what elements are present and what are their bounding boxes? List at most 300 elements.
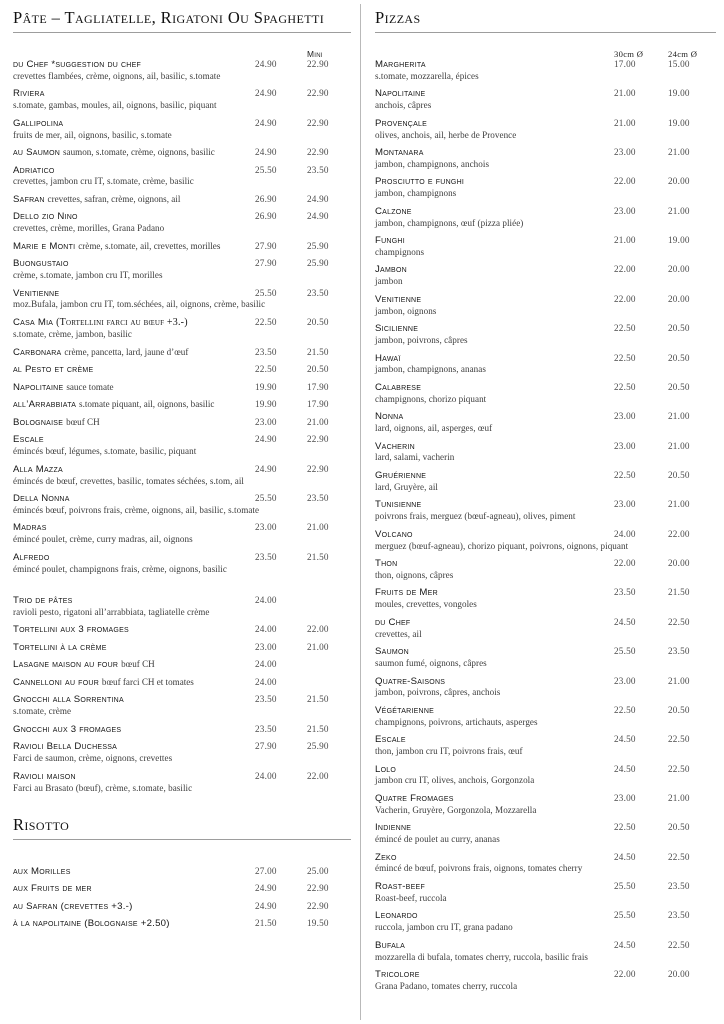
menu-item[interactable] [13, 165, 351, 188]
menu-item-price-secondary: 23.50 [307, 287, 329, 298]
menu-item-main-row [13, 347, 351, 358]
menu-item-name [13, 165, 255, 176]
price-column-headers-empty [13, 844, 351, 866]
menu-item-main-row [375, 264, 716, 275]
menu-item-price-primary: 21.00 [614, 235, 636, 246]
menu-item-main-row [375, 470, 716, 481]
menu-item-name [375, 323, 614, 334]
menu-item-price-secondary: 22.90 [307, 117, 329, 128]
menu-item-title: Montanara [375, 147, 424, 159]
menu-item-title: all’Arrabbiata [13, 399, 77, 411]
menu-item-name [13, 493, 255, 504]
menu-item[interactable] [13, 211, 351, 234]
menu-item-price-secondary: 21.00 [668, 147, 690, 158]
menu-item-price-secondary: 19.00 [668, 117, 690, 128]
menu-item-inline-description: crème, pancetta, lard, jaune d’œuf [64, 346, 189, 357]
menu-item-price-primary: 19.90 [255, 381, 277, 392]
menu-item-price-secondary: 23.50 [668, 881, 690, 892]
menu-item-name [375, 88, 614, 99]
menu-item[interactable] [13, 258, 351, 281]
menu-item-price-secondary: 22.90 [307, 88, 329, 99]
menu-item[interactable] [375, 705, 716, 728]
menu-item-price-primary: 24.00 [614, 528, 636, 539]
menu-item-name [13, 347, 255, 358]
menu-item-price-primary: 22.00 [614, 969, 636, 980]
menu-item-description: Grana Padano, tomates cherry, ruccola [375, 980, 518, 991]
menu-item-price-secondary: 21.50 [307, 346, 329, 357]
section-rule [13, 32, 351, 33]
menu-item-main-row [13, 464, 351, 475]
menu-item-price-secondary: 21.50 [668, 587, 690, 598]
menu-item-description: crevettes, crème, morilles, Grana Padano [13, 223, 165, 234]
menu-item[interactable] [13, 88, 351, 111]
menu-item-name [375, 206, 614, 217]
menu-item-description: émincés bœuf, poivrons frais, crème, oignons, ail, basilic, s.tomate [13, 504, 260, 515]
menu-item[interactable] [375, 969, 716, 992]
menu-item-title: Lasagne maison au four [13, 659, 119, 671]
menu-item-name [375, 147, 614, 158]
menu-item-main-row [375, 529, 716, 540]
menu-item-price-primary: 23.50 [255, 551, 277, 562]
menu-item[interactable] [375, 88, 716, 111]
menu-item-name [375, 940, 614, 951]
menu-item[interactable] [375, 59, 716, 82]
menu-item-name [13, 659, 255, 670]
menu-item-price-secondary: 23.50 [307, 164, 329, 175]
menu-item-price-primary: 22.50 [614, 822, 636, 833]
menu-item-name [375, 499, 614, 510]
menu-item[interactable] [13, 241, 351, 252]
menu-item-title: Ravioli Bella Duchessa [13, 741, 118, 753]
menu-item[interactable] [375, 676, 716, 699]
menu-item-price-primary: 23.00 [614, 792, 636, 803]
menu-item-title: Bolognaise [13, 416, 64, 428]
menu-item-price-primary: 17.00 [614, 58, 636, 69]
menu-item-name [13, 677, 255, 688]
menu-item-price-primary: 22.50 [614, 352, 636, 363]
menu-item[interactable] [375, 910, 716, 933]
menu-item[interactable] [375, 353, 716, 376]
menu-item-description: s.tomate, crème, jambon, basilic [13, 329, 133, 340]
menu-item-price-secondary: 19.00 [668, 235, 690, 246]
menu-item-price-secondary: 23.50 [668, 646, 690, 657]
menu-item-main-row [375, 88, 716, 99]
menu-item[interactable] [375, 470, 716, 493]
menu-item[interactable] [13, 694, 351, 717]
menu-item[interactable] [13, 918, 351, 929]
menu-item-price-primary: 25.50 [255, 164, 277, 175]
menu-item-price-secondary: 22.90 [307, 58, 329, 69]
menu-item-price-secondary: 21.00 [668, 792, 690, 803]
menu-item-price-primary: 23.00 [614, 205, 636, 216]
menu-item[interactable] [13, 901, 351, 912]
menu-item-description: saumon fumé, oignons, câpres [375, 657, 487, 668]
menu-item-price-primary: 24.50 [614, 939, 636, 950]
menu-item[interactable] [13, 399, 351, 410]
menu-item-main-row [13, 642, 351, 653]
menu-item-price-primary: 24.50 [614, 763, 636, 774]
menu-item-name [375, 176, 614, 187]
menu-item-name [13, 694, 255, 705]
menu-item-name [375, 235, 614, 246]
menu-item[interactable] [375, 764, 716, 787]
menu-item-name [375, 264, 614, 275]
menu-item[interactable] [13, 382, 351, 393]
menu-item[interactable] [375, 822, 716, 845]
menu-item-name [375, 822, 614, 833]
menu-item-inline-description: crevettes, safran, crème, oignons, ail [47, 193, 181, 204]
menu-item-price-secondary: 21.00 [668, 205, 690, 216]
menu-item-price-secondary: 21.00 [307, 522, 329, 533]
menu-item-title: Madras [13, 522, 47, 534]
menu-item-description: crevettes, ail [375, 628, 422, 639]
menu-item-description: jambon [375, 276, 403, 287]
menu-item-price-secondary: 25.90 [307, 741, 329, 752]
menu-item-title: Vacherin [375, 440, 415, 452]
menu-item-inline-description: bœuf CH [121, 659, 155, 670]
menu-item[interactable] [375, 734, 716, 757]
menu-item-name [13, 624, 255, 635]
menu-item[interactable] [13, 883, 351, 894]
menu-item-price-primary: 24.00 [255, 770, 277, 781]
menu-item-price-secondary: 21.50 [307, 694, 329, 705]
menu-item-title: Quatre-Saisons [375, 675, 446, 687]
menu-item-price-secondary: 20.50 [668, 822, 690, 833]
menu-item-description: poivrons frais, merguez (bœuf-agneau), olives, piment [375, 511, 576, 522]
menu-item[interactable] [375, 558, 716, 581]
menu-item-title: Hawaï [375, 352, 401, 364]
menu-item-main-row [13, 288, 351, 299]
menu-item-name [13, 741, 255, 752]
menu-item-title: aux Morilles [13, 865, 71, 877]
menu-item-price-primary: 24.50 [614, 616, 636, 627]
menu-item-name [375, 852, 614, 863]
menu-item[interactable] [375, 617, 716, 640]
menu-item-title: Dello zio Nino [13, 211, 78, 223]
menu-item-description: Roast-beef, ruccola [375, 892, 447, 903]
menu-item-title: Venitienne [375, 293, 422, 305]
menu-item-price-primary: 23.00 [255, 641, 277, 652]
menu-item-description: thon, oignons, câpres [375, 569, 454, 580]
menu-item-description: s.tomate, crème [13, 706, 72, 717]
menu-item-description: olives, anchois, ail, herbe de Provence [375, 129, 517, 140]
menu-item-description: lard, oignons, ail, asperges, œuf [375, 423, 493, 434]
menu-item[interactable] [375, 793, 716, 816]
list-spacer [13, 581, 351, 595]
menu-item-main-row [375, 499, 716, 510]
menu-item-description: ruccola, jambon cru IT, grana padano [375, 922, 513, 933]
menu-item-price-secondary: 21.00 [307, 416, 329, 427]
menu-item-description: jambon, champignons, ananas [375, 364, 486, 375]
menu-item-price-secondary: 20.50 [668, 470, 690, 480]
menu-item[interactable] [375, 294, 716, 317]
menu-item-name [13, 883, 255, 894]
menu-item-title: Adriatico [13, 164, 55, 176]
menu-item-title: Jambon [375, 264, 407, 276]
menu-item-price-primary: 21.00 [614, 88, 636, 99]
menu-item[interactable] [13, 741, 351, 764]
menu-item-title: Calzone [375, 205, 412, 217]
menu-item-title: à la napolitaine (Bolognaise +2.50) [13, 918, 170, 930]
menu-item-main-row [375, 147, 716, 158]
menu-item-main-row [13, 118, 351, 129]
menu-item-name [375, 470, 614, 481]
menu-item-price-secondary: 22.50 [668, 851, 690, 862]
menu-item-price-secondary: 20.00 [668, 558, 690, 569]
menu-item-title: Cannelloni au four [13, 676, 99, 688]
menu-item[interactable] [375, 587, 716, 610]
menu-item[interactable] [375, 441, 716, 464]
menu-item-name [13, 59, 255, 70]
menu-item[interactable] [375, 147, 716, 170]
menu-item-main-row [13, 258, 351, 269]
menu-item-name [375, 705, 614, 716]
menu-item[interactable] [13, 317, 351, 341]
menu-item-price-secondary: 20.50 [307, 364, 329, 375]
menu-item-title: Escale [13, 434, 44, 446]
menu-item-name [13, 464, 255, 475]
menu-item[interactable] [375, 176, 716, 199]
menu-item-title: Safran [13, 193, 45, 205]
menu-item-price-primary: 23.00 [614, 499, 636, 510]
menu-item[interactable] [375, 881, 716, 904]
menu-item-title: Fruits de Mer [375, 587, 438, 599]
menu-item-price-secondary: 22.00 [307, 624, 329, 635]
menu-item-price-primary: 24.00 [255, 624, 277, 635]
menu-item-price-primary: 26.90 [255, 211, 277, 222]
menu-item-price-primary: 19.90 [255, 399, 277, 410]
menu-item-price-secondary: 22.50 [668, 734, 690, 745]
menu-item-name [13, 258, 255, 269]
menu-item-description: lard, salami, vacherin [375, 452, 455, 463]
menu-item[interactable] [375, 235, 716, 258]
price-column-headers [375, 37, 716, 59]
menu-item-name [375, 764, 614, 775]
menu-item-title: Trio de pâtes [13, 595, 73, 607]
menu-item-price-primary: 24.90 [255, 463, 277, 474]
menu-item-title: Calabrese [375, 381, 422, 393]
menu-item-description: moz.Bufala, jambon cru IT, tom.séchées, ail, oignons, crème, basilic [13, 299, 266, 310]
menu-item-main-row [13, 434, 351, 445]
menu-item-price-primary: 23.50 [255, 723, 277, 734]
menu-item-description: émincé de bœuf, poivrons frais, oignons, tomates cherry [375, 863, 583, 874]
menu-item-description: Farci de saumon, crème, oignons, crevettes [13, 753, 173, 764]
menu-section [13, 9, 351, 794]
menu-item-description: mozzarella di bufala, tomates cherry, ruccola, basilic frais [375, 951, 588, 962]
menu-item-inline-description: bœuf farci CH et tomates [101, 676, 194, 687]
menu-item-price-primary: 27.90 [255, 258, 277, 269]
menu-item-description: Vacherin, Gruyère, Gorgonzola, Mozzarella [375, 804, 537, 815]
menu-item-description: émincé poulet, crème, curry madras, ail, oignons [13, 534, 193, 545]
menu-item[interactable] [13, 724, 351, 735]
menu-item-price-secondary: 19.00 [668, 88, 690, 99]
menu-item[interactable] [13, 659, 351, 670]
menu-item-price-secondary: 24.90 [307, 211, 329, 222]
menu-item-name [375, 294, 614, 305]
menu-item-main-row [375, 881, 716, 892]
menu-item-price-primary: 23.00 [255, 522, 277, 533]
menu-item-title: du Chef *suggestion du chef [13, 58, 142, 70]
menu-item[interactable] [375, 264, 716, 287]
menu-item-name [13, 88, 255, 99]
menu-item-price-secondary: 22.50 [668, 763, 690, 774]
section-title: Pâte – Tagliatelle, Rigatoni Ou Spaghetti [13, 8, 325, 27]
menu-item[interactable] [13, 147, 351, 158]
menu-item-price-primary: 24.90 [255, 900, 277, 911]
menu-item-name [13, 147, 255, 158]
menu-item-main-row [13, 399, 351, 410]
menu-item-main-row [13, 918, 351, 929]
menu-item-main-row [375, 118, 716, 129]
menu-item[interactable] [375, 529, 716, 552]
menu-item-price-primary: 24.90 [255, 58, 277, 69]
menu-item-name [13, 211, 255, 222]
menu-item[interactable] [375, 940, 716, 963]
menu-item[interactable] [13, 771, 351, 794]
menu-item[interactable] [13, 866, 351, 877]
menu-item[interactable] [13, 434, 351, 457]
menu-item-description: crevettes, jambon cru IT, s.tomate, crème, basilic [13, 176, 194, 187]
menu-item-main-row [13, 624, 351, 635]
menu-item-price-primary: 24.00 [255, 595, 277, 606]
menu-item-main-row [375, 969, 716, 980]
menu-item-price-primary: 23.50 [614, 587, 636, 598]
menu-item-price-secondary: 21.50 [307, 551, 329, 562]
menu-item-main-row [375, 353, 716, 364]
menu-item[interactable] [375, 206, 716, 229]
menu-item-price-primary: 23.00 [255, 416, 277, 427]
menu-item-name [13, 399, 255, 410]
menu-item-description: jambon, champignons, anchois [375, 158, 490, 169]
menu-item-price-secondary: 21.00 [668, 675, 690, 686]
menu-item-description: champignons, chorizo piquant [375, 393, 487, 404]
menu-item-price-primary: 23.00 [614, 440, 636, 451]
menu-item[interactable] [13, 522, 351, 545]
menu-item-main-row [13, 59, 351, 70]
menu-item-title: Venitienne [13, 287, 60, 299]
menu-item[interactable] [13, 364, 351, 375]
menu-item-title: Funghi [375, 235, 405, 247]
menu-item-description: moules, crevettes, vongoles [375, 599, 477, 610]
menu-item-main-row [13, 901, 351, 912]
menu-item-name [13, 595, 255, 606]
menu-item-title: Prosciutto e funghi [375, 176, 465, 188]
menu-item-price-primary: 25.50 [255, 493, 277, 504]
menu-item-name [13, 771, 255, 782]
menu-item-inline-description: bœuf CH [66, 416, 100, 427]
menu-item-price-primary: 23.00 [614, 411, 636, 422]
menu-item[interactable] [13, 417, 351, 428]
menu-item-main-row [13, 382, 351, 393]
menu-item[interactable] [375, 646, 716, 669]
menu-item-price-primary: 24.90 [255, 147, 277, 158]
menu-item-main-row [375, 705, 716, 716]
menu-item[interactable] [13, 347, 351, 358]
menu-item-price-secondary: 22.50 [668, 616, 690, 627]
menu-item-title: Sicilienne [375, 323, 419, 335]
menu-item[interactable] [375, 411, 716, 434]
menu-item[interactable] [13, 552, 351, 575]
menu-item-main-row [13, 522, 351, 533]
menu-item-main-row [375, 617, 716, 628]
menu-item-main-row [375, 235, 716, 246]
menu-item-price-secondary: 24.90 [307, 193, 329, 204]
menu-item-main-row [13, 694, 351, 705]
menu-item-name [375, 353, 614, 364]
menu-item-main-row [375, 793, 716, 804]
menu-item-main-row [375, 822, 716, 833]
menu-item-price-secondary: 21.50 [307, 723, 329, 734]
menu-item-title: Tricolore [375, 969, 420, 981]
menu-item[interactable] [13, 288, 351, 311]
menu-item-price-primary: 24.90 [255, 883, 277, 894]
menu-item-name [13, 552, 255, 563]
menu-item-name [13, 522, 255, 533]
menu-item-title: Ravioli maison [13, 770, 76, 782]
menu-item[interactable] [13, 59, 351, 82]
menu-item-main-row [13, 493, 351, 504]
menu-item-title: al Pesto et crème [13, 364, 94, 376]
menu-item-price-primary: 22.00 [614, 264, 636, 275]
menu-item-price-secondary: 20.50 [307, 316, 329, 327]
menu-item-price-primary: 24.90 [255, 117, 277, 128]
menu-item-inline-description: crème, s.tomate, ail, crevettes, morilles [78, 240, 221, 251]
menu-item-price-primary: 24.00 [255, 676, 277, 687]
menu-item[interactable] [13, 464, 351, 487]
menu-item-description: jambon, champignons [375, 188, 457, 199]
menu-item[interactable] [13, 493, 351, 516]
menu-item[interactable] [13, 642, 351, 653]
menu-item-name [375, 793, 614, 804]
menu-item[interactable] [375, 852, 716, 875]
menu-item-price-primary: 26.90 [255, 193, 277, 204]
menu-item-title-note: (Tortellini farci au bœuf +3.-) [56, 316, 188, 328]
menu-item-name [375, 734, 614, 745]
menu-item[interactable] [375, 499, 716, 522]
menu-item-main-row [13, 677, 351, 688]
menu-item[interactable] [375, 118, 716, 141]
menu-item-title: Bufala [375, 939, 406, 951]
menu-item[interactable] [13, 677, 351, 688]
menu-item[interactable] [375, 382, 716, 405]
menu-item[interactable] [13, 595, 351, 618]
menu-item-name [13, 434, 255, 445]
menu-item-price-primary: 23.50 [255, 346, 277, 357]
menu-item-title: Alla Mazza [13, 463, 63, 475]
menu-item-title: Escale [375, 734, 406, 746]
menu-item-title: Roast-beef [375, 881, 425, 893]
menu-item-main-row [13, 866, 351, 877]
menu-item[interactable] [375, 323, 716, 346]
menu-item-main-row [13, 552, 351, 563]
menu-item[interactable] [13, 118, 351, 141]
menu-item-description: ravioli pesto, rigatoni all’arrabbiata, tagliatelle crème [13, 606, 210, 617]
menu-item-price-secondary: 22.90 [307, 883, 329, 894]
menu-item-name [375, 118, 614, 129]
menu-item-main-row [375, 646, 716, 657]
menu-item-name [375, 969, 614, 980]
menu-item[interactable] [13, 624, 351, 635]
menu-item-price-primary: 27.90 [255, 741, 277, 752]
menu-section [375, 9, 716, 992]
menu-item-title: Provençale [375, 117, 428, 129]
menu-item-title: Végétarienne [375, 704, 435, 716]
menu-item[interactable] [13, 194, 351, 205]
menu-item-price-secondary: 20.00 [668, 176, 690, 187]
menu-item-main-row [13, 595, 351, 606]
menu-item-main-row [13, 88, 351, 99]
menu-item-inline-description: sauce tomate [66, 381, 114, 392]
